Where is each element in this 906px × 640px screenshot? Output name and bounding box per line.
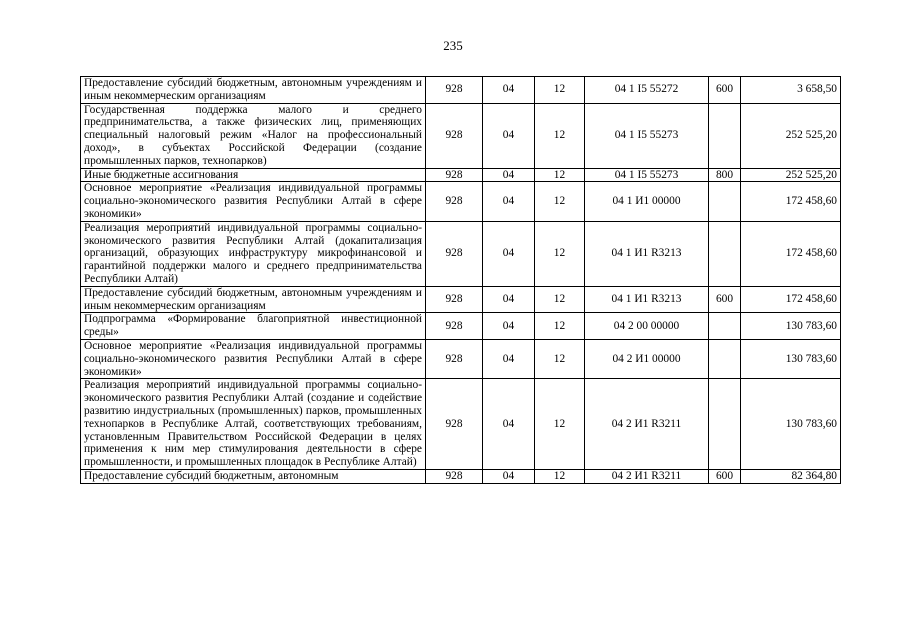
row-name: Иные бюджетные ассигнования [81,168,426,182]
amount: 3 658,50 [741,77,841,104]
target-article-code: 04 1 I5 55273 [585,103,709,168]
section-code: 04 [483,103,535,168]
row-name: Реализация мероприятий индивидуальной программы социально-экономического развития Республики Алтай (создание и содействие развитию индустриальных (промышленных) парков, промышленных технопарков в Республике Алтай, соответствующих требованиям, установленным Правительством Российской Федерации в целях применения к ним мер стимулирования деятельности в сфере промышленности, и промышленных площадок в Республике Алтай) [81,379,426,470]
ministry-code: 928 [426,379,483,470]
expense-type-code [709,339,741,378]
ministry-code: 928 [426,221,483,286]
row-name: Предоставление субсидий бюджетным, автономным учреждениям и иным некоммерческим организациям [81,286,426,313]
amount: 130 783,60 [741,339,841,378]
amount: 172 458,60 [741,182,841,221]
ministry-code: 928 [426,286,483,313]
amount: 252 525,20 [741,168,841,182]
table-row [81,313,841,340]
section-code: 04 [483,339,535,378]
table-row [81,379,841,470]
section-code: 04 [483,313,535,340]
subsection-code: 12 [535,379,585,470]
row-name: Основное мероприятие «Реализация индивидуальной программы социально-экономического развития Республики Алтай в сфере экономики» [81,182,426,221]
expense-type-code [709,379,741,470]
section-code: 04 [483,168,535,182]
expense-type-code: 600 [709,469,741,483]
table-row [81,286,841,313]
section-code: 04 [483,379,535,470]
target-article-code: 04 2 И1 00000 [585,339,709,378]
table-row [81,168,841,182]
subsection-code: 12 [535,182,585,221]
ministry-code: 928 [426,313,483,340]
subsection-code: 12 [535,469,585,483]
ministry-code: 928 [426,182,483,221]
subsection-code: 12 [535,77,585,104]
target-article-code: 04 1 И1 R3213 [585,221,709,286]
amount: 172 458,60 [741,221,841,286]
ministry-code: 928 [426,103,483,168]
table-row [81,469,841,483]
subsection-code: 12 [535,221,585,286]
row-name: Подпрограмма «Формирование благоприятной инвестиционной среды» [81,313,426,340]
target-article-code: 04 2 И1 R3211 [585,469,709,483]
budget-table [80,76,841,484]
subsection-code: 12 [535,286,585,313]
row-name: Основное мероприятие «Реализация индивидуальной программы социально-экономического развития Республики Алтай в сфере экономики» [81,339,426,378]
table-row [81,339,841,378]
row-name: Реализация мероприятий индивидуальной программы социально-экономического развития Республики Алтай (докапитализация организаций, образующих инфраструктуру микрофинансовой и гарантийной поддержки малого и среднего предпринимательства Республики Алтай) [81,221,426,286]
row-name: Государственная поддержка малого и среднего предпринимательства, а также физических лиц, применяющих специальный налоговый режим «Налог на профессиональный доход», в субъектах Российской Федерации (создание промышленных парков, технопарков) [81,103,426,168]
row-name: Предоставление субсидий бюджетным, автономным учреждениям и иным некоммерческим организациям [81,77,426,104]
expense-type-code: 600 [709,286,741,313]
target-article-code: 04 1 I5 55273 [585,168,709,182]
amount: 130 783,60 [741,379,841,470]
expense-type-code [709,182,741,221]
amount: 82 364,80 [741,469,841,483]
amount: 172 458,60 [741,286,841,313]
section-code: 04 [483,182,535,221]
expense-type-code [709,313,741,340]
subsection-code: 12 [535,339,585,378]
section-code: 04 [483,286,535,313]
table-row [81,182,841,221]
ministry-code: 928 [426,339,483,378]
ministry-code: 928 [426,77,483,104]
table-row [81,77,841,104]
page-number: 235 [443,38,463,53]
expense-type-code [709,103,741,168]
section-code: 04 [483,469,535,483]
row-name: Предоставление субсидий бюджетным, автономным [81,469,426,483]
expense-type-code: 600 [709,77,741,104]
amount: 252 525,20 [741,103,841,168]
subsection-code: 12 [535,313,585,340]
expense-type-code [709,221,741,286]
ministry-code: 928 [426,168,483,182]
subsection-code: 12 [535,103,585,168]
subsection-code: 12 [535,168,585,182]
target-article-code: 04 1 И1 00000 [585,182,709,221]
section-code: 04 [483,77,535,104]
target-article-code: 04 2 00 00000 [585,313,709,340]
table-row [81,221,841,286]
ministry-code: 928 [426,469,483,483]
table-row [81,103,841,168]
target-article-code: 04 1 И1 R3213 [585,286,709,313]
target-article-code: 04 2 И1 R3211 [585,379,709,470]
target-article-code: 04 1 I5 55272 [585,77,709,104]
amount: 130 783,60 [741,313,841,340]
expense-type-code: 800 [709,168,741,182]
section-code: 04 [483,221,535,286]
